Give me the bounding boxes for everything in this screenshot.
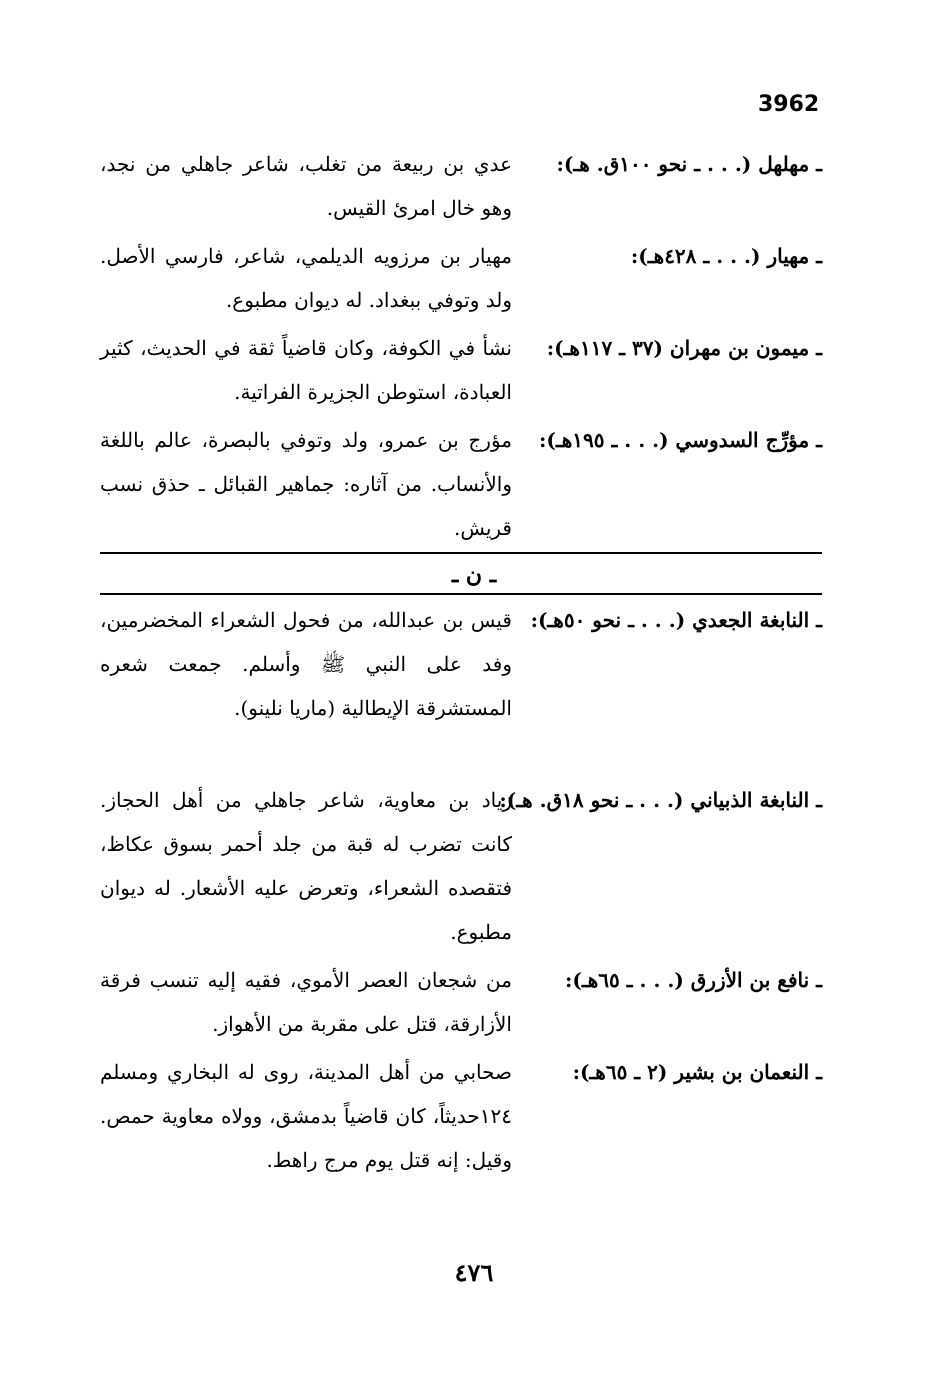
- section-letter: ـ ن ـ: [451, 562, 497, 588]
- entry-name: ـ النعمان بن بشير (٢ ـ ٦٥هـ):: [572, 1060, 822, 1084]
- entry-maymun: [100, 326, 822, 414]
- entry-name: ـ نافع بن الأزرق (. . . ـ ٦٥هـ):: [565, 968, 822, 992]
- entry-nafi-azraq: [100, 958, 822, 1046]
- section-divider-top: [100, 552, 822, 554]
- entry-name: ـ مؤرِّج السدوسي (. . . ـ ١٩٥هـ):: [539, 428, 822, 452]
- entry-name: ـ ميمون بن مهران (٣٧ ـ ١١٧هـ):: [546, 336, 822, 360]
- entry-name: ـ مهيار (. . . ـ ٤٢٨هـ):: [630, 244, 822, 268]
- entry-description: صحابي من أهل المدينة، روى له البخاري ومسلم ١٢٤حديثاً، كان قاضياً بدمشق، وولاه معاوية حمص. وقيل: إنه قتل يوم مرج راهط.: [100, 1060, 512, 1172]
- entry-mihyar: [100, 234, 822, 322]
- entry-description: قيس بن عبدالله، من فحول الشعراء المخضرمين، وفد على النبي ﷺ وأسلم. جمعت شعره المستشرقة الإيطالية (ماريا نلينو).: [100, 608, 512, 720]
- entry-description: زياد بن معاوية، شاعر جاهلي من أهل الحجاز. كانت تضرب له قبة من جلد أحمر بسوق عكاظ، فتقصده الشعراء، وتعرض عليه الأشعار. له ديوان مطبوع.: [100, 788, 512, 944]
- entry-muhalhil: [100, 142, 822, 230]
- section-divider-bottom: [100, 593, 822, 595]
- entry-name: ـ النابغة الجعدي (. . . ـ نحو ٥٠هـ):: [530, 608, 822, 632]
- entry-description: مهيار بن مرزويه الديلمي، شاعر، فارسي الأصل. ولد وتوفي ببغداد. له ديوان مطبوع.: [100, 244, 512, 312]
- entry-nabigha-jadi: [100, 598, 822, 730]
- page-number-bottom: ٤٧٦: [454, 1258, 494, 1287]
- entry-muarrij: [100, 418, 822, 550]
- entry-name: ـ مهلهل (. . . ـ نحو ١٠٠ق. هـ):: [556, 152, 822, 176]
- entry-description: من شجعان العصر الأموي، فقيه إليه تنسب فرقة الأزارقة، قتل على مقربة من الأهواز.: [100, 968, 512, 1036]
- entry-nabigha-dhubyani: [100, 778, 822, 954]
- entry-description: مؤرج بن عمرو، ولد وتوفي بالبصرة، عالم باللغة والأنساب. من آثاره: جماهير القبائل ـ حذق نسب قريش.: [100, 428, 512, 540]
- entry-name: ـ النابغة الذبياني (. . . ـ نحو ١٨ق. هـ):: [499, 788, 822, 812]
- entry-description: عدي بن ربيعة من تغلب، شاعر جاهلي من نجد، وهو خال امرئ القيس.: [100, 152, 512, 220]
- entry-numan-bashir: [100, 1050, 822, 1182]
- page-number-top: 3962: [758, 92, 820, 117]
- entry-description: نشأ في الكوفة، وكان قاضياً ثقة في الحديث، كثير العبادة، استوطن الجزيرة الفراتية.: [100, 336, 512, 404]
